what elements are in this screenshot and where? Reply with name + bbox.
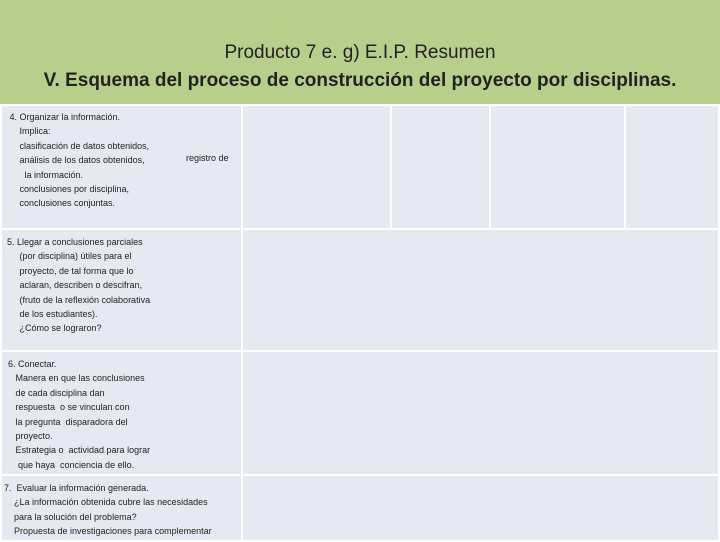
step-7-text: 7. Evaluar la información generada. ¿La información obtenida cubre las necesidades para la solución del problema? Propuesta de investigaciones para complementar: [4, 483, 212, 537]
step-7-cell: [1, 475, 242, 541]
step-5-text: 5. Llegar a conclusiones parciales (por disciplina) útiles para el proyecto, de tal forma que lo aclaran, describen o descifran, (fruto de la reflexión colaborativa de los estudiantes). ¿Cómo se lograron?: [7, 237, 151, 334]
table-row: [1, 475, 719, 541]
product-title: Producto 7 e. g) E.I.P. Resumen: [224, 42, 496, 63]
title-banner: [0, 0, 720, 104]
step-4-side-note: registro de: [186, 153, 229, 163]
merged-empty-cell: [242, 475, 719, 541]
step-4-text: 4. Organizar la información. Implica: clasificación de datos obtenidos, análisis de los datos obtenidos, la información. conclusiones por disciplina, conclusiones conjuntas.: [9, 112, 150, 209]
empty-cell: [625, 105, 719, 229]
empty-cell: [242, 105, 391, 229]
table-row: [1, 105, 719, 229]
section-title: V. Esquema del proceso de construcción del proyecto por disciplinas.: [43, 70, 677, 91]
step-4-cell: [1, 105, 242, 229]
table-row: [1, 229, 719, 351]
table-row: [1, 351, 719, 475]
step-6-cell: [1, 351, 242, 475]
merged-empty-cell: [242, 351, 719, 475]
step-6-text: 6. Conectar. Manera en que las conclusiones de cada disciplina dan respuesta o se vinculan con la pregunta disparadora del proyecto. Estrategia o actividad para lograr que haya conciencia de ello.: [8, 359, 151, 470]
empty-cell: [391, 105, 490, 229]
merged-empty-cell: [242, 229, 719, 351]
process-table: [0, 104, 720, 542]
step-5-cell: [1, 229, 242, 351]
empty-cell: [490, 105, 625, 229]
